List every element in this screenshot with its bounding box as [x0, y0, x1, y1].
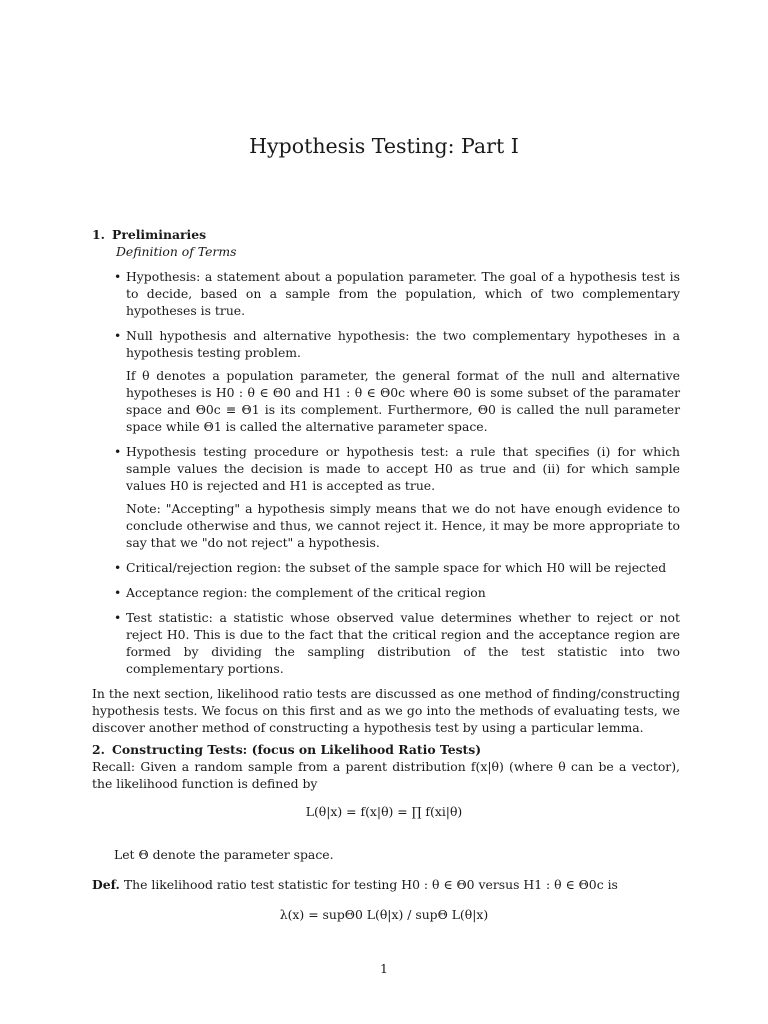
def-text: The likelihood ratio test statistic for testing H0 : θ ∈ Θ0 versus H1 : θ ∈ Θ0c is: [123, 877, 618, 892]
section-heading: [92, 226, 680, 243]
def-label: Def.: [92, 877, 120, 892]
list-item: • Critical/rejection region: the subset of the sample space for which H0 will be rejected: [126, 559, 680, 576]
lrt-equation: λ(x) = supΘ0 L(θ|x) / supΘ L(θ|x): [279, 907, 489, 922]
definition-paragraph: [92, 876, 680, 893]
section-preliminaries: [92, 226, 680, 736]
list-item: • Test statistic: a statistic whose observed value determines whether to reject or not reject H0. This is due to the fact that the critical region and the acceptance region are formed by dividing the sampling distribution of the test statistic into two complementary portions.: [126, 609, 680, 677]
section-constructing-tests: [92, 741, 680, 792]
list-item: • Acceptance region: the complement of the critical region: [126, 584, 680, 601]
list-item: • Hypothesis testing procedure or hypothesis test: a rule that specifies (i) for which sample values the decision is made to accept H0 as true and (ii) for which sample values H0 is rejected and H1 is accepted as true. Note: "Accepting" a hypothesis simply means that we do not have enough evidence to conclude otherwise and thus, we cannot reject it. Hence, it may be more appropriate to say that we "do not reject" a hypothesis.: [126, 443, 680, 551]
subheading: Definition of Terms: [116, 244, 237, 259]
recall-paragraph: Recall: Given a random sample from a parent distribution f(x|θ) (where θ can be a vector), the likelihood function is defined by: [92, 759, 680, 791]
definition-list: [92, 268, 680, 677]
likelihood-equation: L(θ|x) = f(x|θ) = ∏ f(xi|θ): [305, 804, 463, 819]
note-paragraph: Note: "Accepting" a hypothesis simply means that we do not have enough evidence to conclude otherwise and thus, we cannot reject it. Hence, it may be more appropriate to say that we "do not reject" a hypothesis.: [126, 501, 680, 550]
note-paragraph: If θ denotes a population parameter, the general format of the null and alternative hypotheses is H0 : θ ∈ Θ0 and H1 : θ ∈ Θ0c where Θ0 is some subset of the paramater space and Θ0c ≡ Θ1 is its complement. Furthermore, Θ0 is called the null parameter space while Θ1 is called the alternative parameter space.: [126, 368, 680, 434]
closing-paragraph: In the next section, likelihood ratio tests are discussed as one method of finding/constructing hypothesis tests. We focus on this first and as we go into the methods of evaluating tests, we discover another method of constructing a hypothesis test by using a particular lemma.: [92, 686, 680, 735]
section-heading: [92, 741, 680, 758]
section-title: Preliminaries: [112, 227, 207, 242]
section-number: 2.: [92, 742, 105, 757]
list-item: • Hypothesis: a statement about a population parameter. The goal of a hypothesis test is to decide, based on a sample from the population, which of two complementary hypotheses is true.: [126, 268, 680, 319]
section-number: 1.: [92, 227, 105, 242]
page-number: 1: [380, 961, 388, 976]
parameter-space-text: Let Θ denote the parameter space.: [114, 847, 334, 862]
section-title: Constructing Tests: (focus on Likelihood Ratio Tests): [112, 742, 482, 757]
list-item: • Null hypothesis and alternative hypothesis: the two complementary hypotheses in a hypothesis testing problem. If θ denotes a population parameter, the general format of the null and alternative hypotheses is H0 : θ ∈ Θ0 and H1 : θ ∈ Θ0c where Θ0 is some subset of the paramater space and Θ0c ≡ Θ1 is its complement. Furthermore, Θ0 is called the null parameter space while Θ1 is called the alternative parameter space.: [126, 327, 680, 435]
page-title: Hypothesis Testing: Part I: [249, 134, 519, 158]
